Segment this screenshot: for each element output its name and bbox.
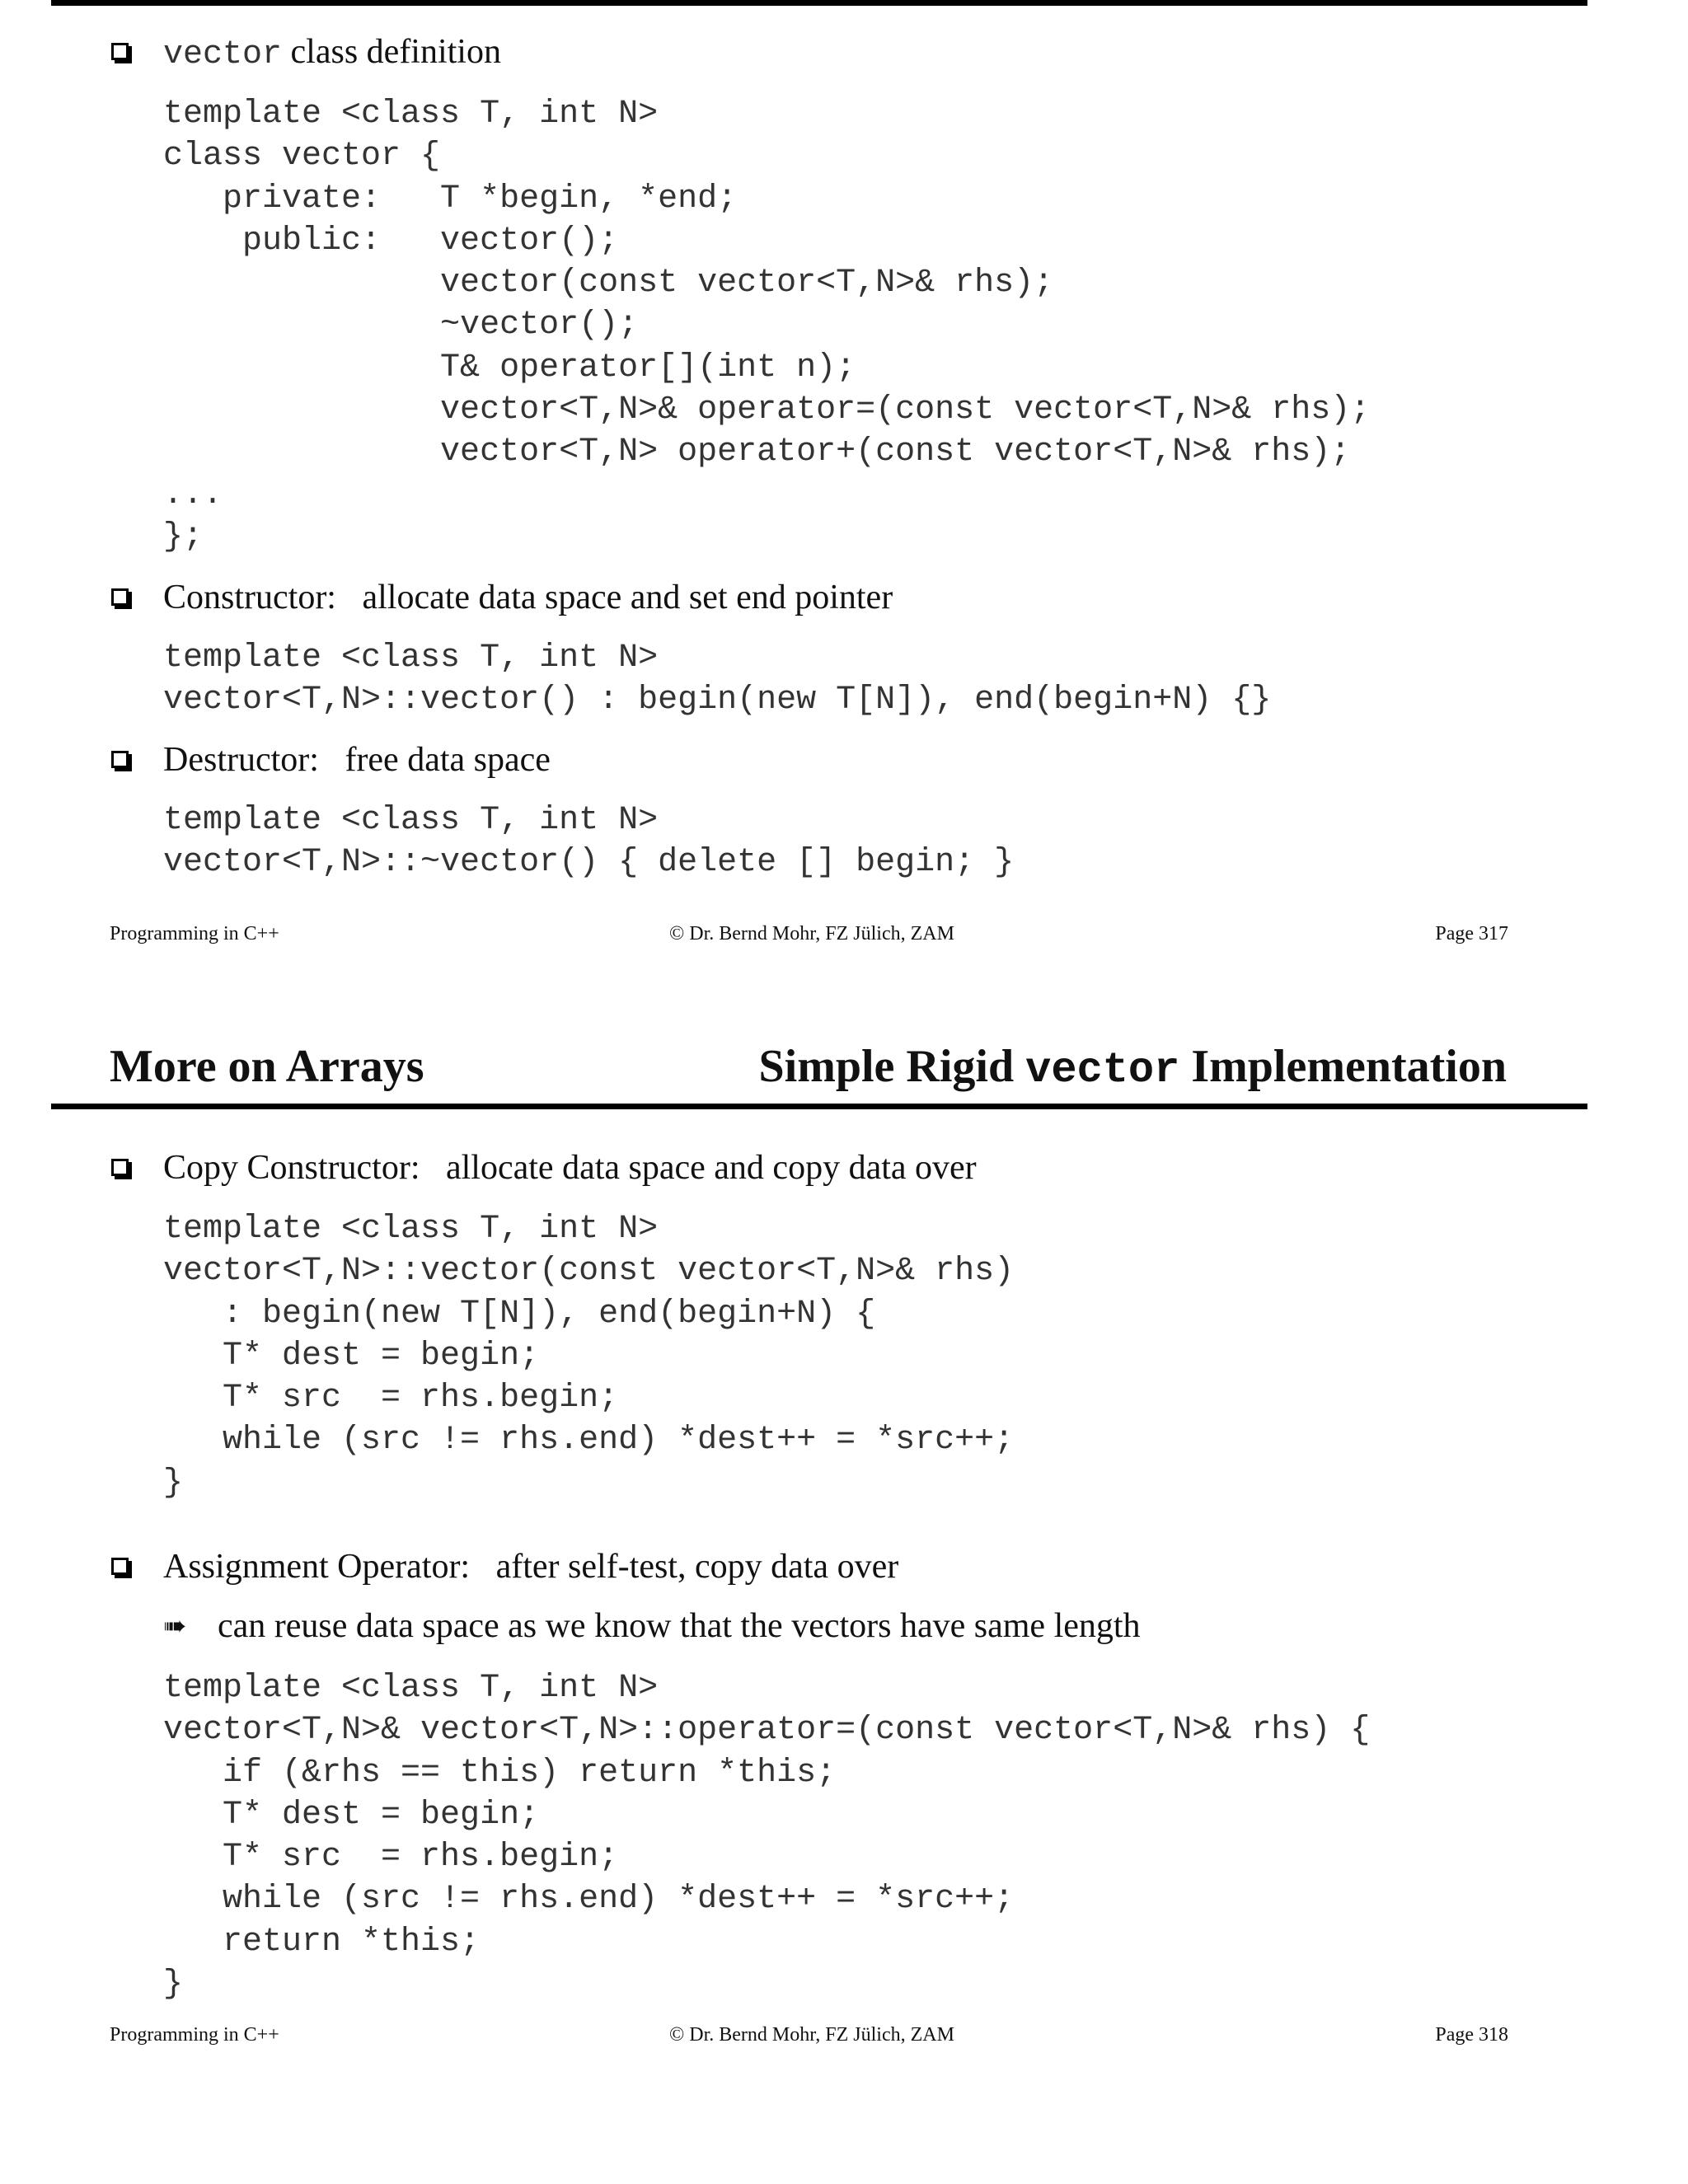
code-block-constructor: template <class T, int N> vector<T,N>::vector() : begin(new T[N]), end(begin+N) {} — [163, 640, 1272, 719]
footer-page-number: Page 318 — [1435, 2024, 1508, 2046]
bullet-box-icon — [111, 1159, 129, 1176]
code-block-assignment: template <class T, int N> vector<T,N>& vector<T,N>::operator=(const vector<T,N>& rhs) { if (&rhs == this) return *this; T* dest = begin; T* src = rhs.begin; while (src != rhs.end) *dest++ = *src++; return *this; } — [163, 1670, 1371, 2004]
code-block-destructor: template <class T, int N> vector<T,N>::~vector() { delete [] begin; } — [163, 802, 1015, 882]
footer-page-number: Page 317 — [1435, 923, 1508, 944]
bullet-box-icon — [111, 751, 129, 768]
bullet-heading-constructor: Constructor: allocate data space and set end pointer — [163, 579, 893, 616]
arrow-bullet-icon: ➠ — [163, 1610, 187, 1643]
sub-point-assignment: can reuse data space as we know that the vectors have same length — [218, 1607, 1141, 1645]
bullet-heading-copy-constructor: Copy Constructor: allocate data space and copy data over — [163, 1149, 977, 1187]
code-block-copy-constructor: template <class T, int N> vector<T,N>::vector(const vector<T,N>& rhs) : begin(new T[N]), end(begin+N) { T* dest = begin; T* src = rhs.begin; while (src != rhs.end) *dest++ = *src++; } — [163, 1211, 1015, 1502]
footer-left: Programming in C++ — [110, 923, 279, 944]
footer-left: Programming in C++ — [110, 2024, 279, 2046]
bullet-box-icon — [111, 43, 129, 60]
bullet-heading-class-def: vector class definition — [163, 33, 501, 73]
slide-title-right: Simple Rigid vector Implementation — [758, 1041, 1507, 1094]
title-rule — [51, 1104, 1587, 1109]
bullet-box-icon — [111, 1558, 129, 1575]
top-rule — [51, 0, 1587, 6]
footer-center: © Dr. Bernd Mohr, FZ Jülich, ZAM — [669, 923, 954, 944]
bullet-box-icon — [111, 588, 129, 606]
bullet-heading-assignment: Assignment Operator: after self-test, copy data over — [163, 1548, 899, 1586]
bullet-heading-destructor: Destructor: free data space — [163, 741, 551, 779]
footer-center: © Dr. Bernd Mohr, FZ Jülich, ZAM — [669, 2024, 954, 2046]
slide-title-left: More on Arrays — [110, 1041, 424, 1092]
code-block-class-def: template <class T, int N> class vector { private: T *begin, *end; public: vector(); vector(const vector<T,N>& rhs); ~vector(); T& operator[](int n); vector<T,N>& operator=(const vector<T,N>& rhs); vector<T,N> operator+(const vector<T,N>& rhs); ... }; — [163, 96, 1371, 555]
